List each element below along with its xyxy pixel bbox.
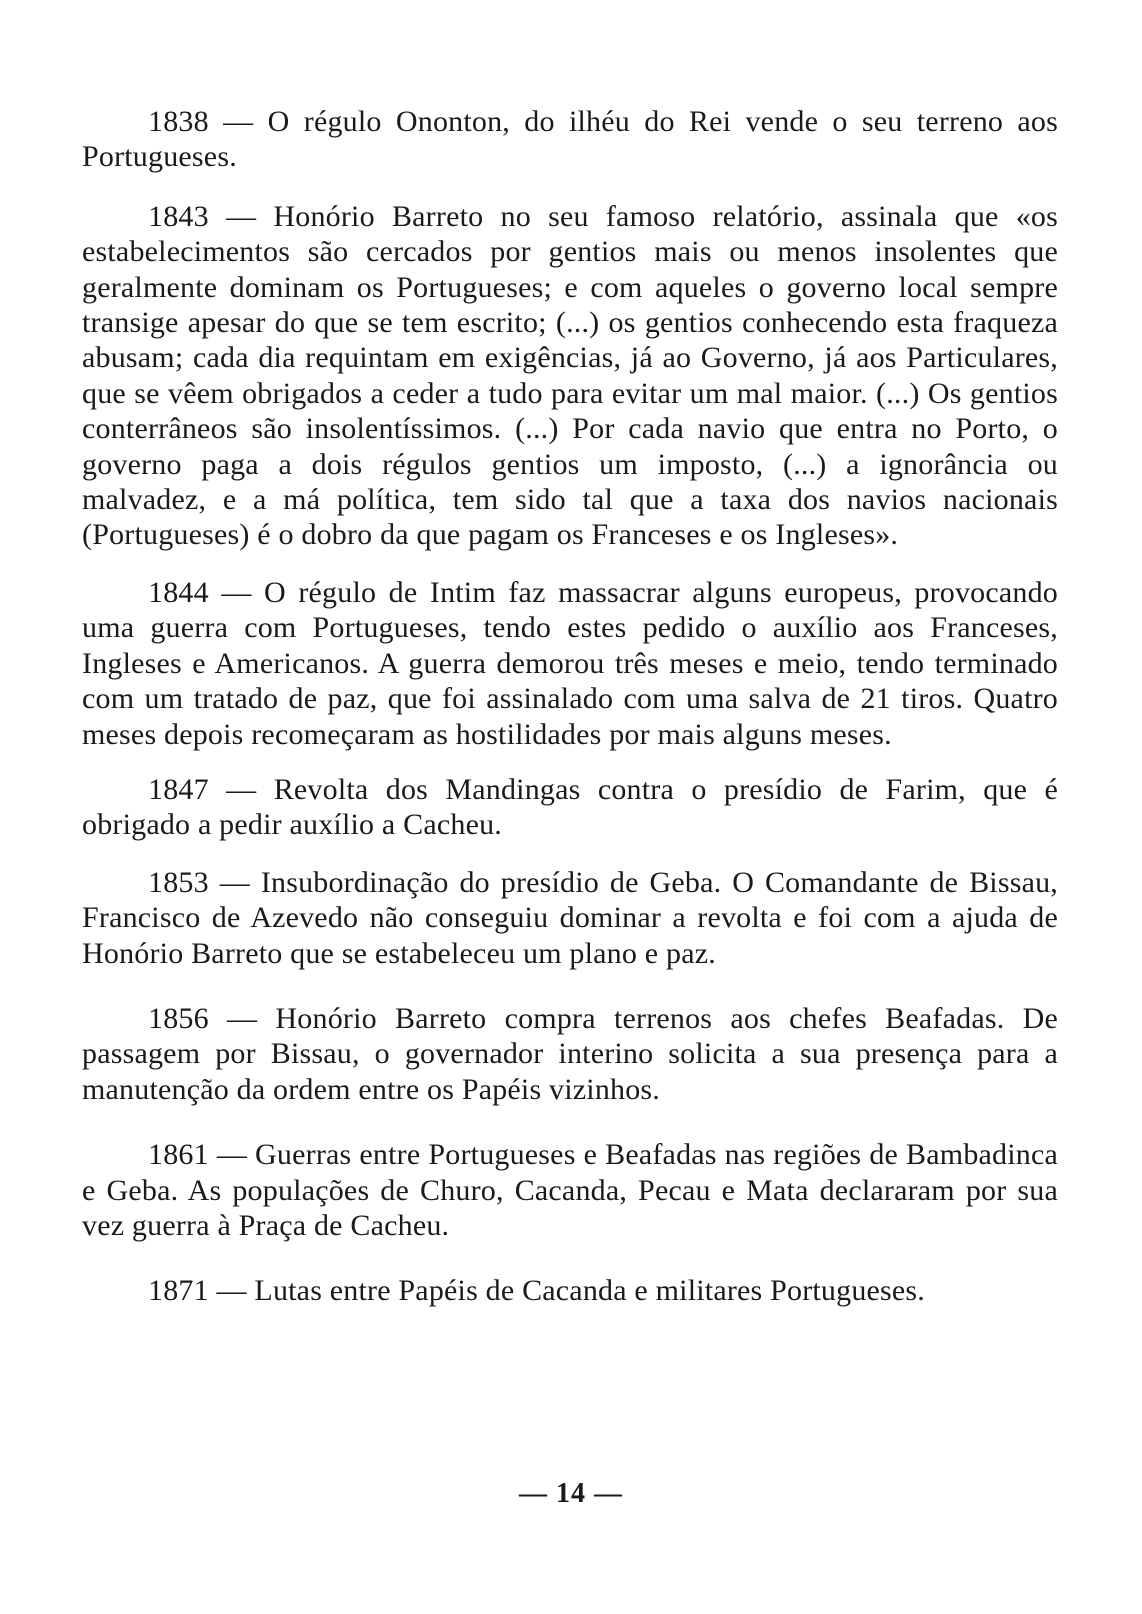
entry-year: 1844 [148, 575, 209, 609]
entry-year: 1861 [148, 1138, 209, 1172]
entry-year: 1843 [148, 199, 209, 233]
entry-text: — Honório Barreto compra terrenos aos chefes Beafadas. De passagem por Bissau, o governador interino solicita a sua presença para a manutenção da ordem entre os Papéis vizinhos. [82, 1001, 1059, 1106]
entry-1844 [82, 575, 1058, 752]
entry-text: — Insubordinação do presídio de Geba. O Comandante de Bissau, Francisco de Azevedo não conseguiu dominar a revolta e foi com a ajuda de Honório Barreto que se estabeleceu um plano e paz. [82, 865, 1059, 970]
entry-text: — Guerras entre Portugueses e Beafadas nas regiões de Bambadinca e Geba. As populações de Churo, Cacanda, Pecau e Mata declararam por sua vez guerra à Praça de Cacheu. [82, 1138, 1058, 1242]
entry-1871 [82, 1273, 1058, 1308]
entry-1847 [82, 772, 1058, 843]
entry-year: 1838 [148, 105, 209, 138]
entry-1838 [82, 104, 1058, 175]
entry-year: 1853 [148, 865, 209, 899]
entry-year: 1847 [148, 772, 209, 806]
page-number: — 14 — [519, 1478, 623, 1509]
entry-1853 [82, 865, 1058, 971]
entry-year: 1871 [148, 1274, 209, 1308]
entry-text: — O régulo Ononton, do ilhéu do Rei vende o seu terreno aos Portugueses. [82, 105, 1058, 174]
entry-year: 1856 [148, 1001, 209, 1035]
entry-text: — Honório Barreto no seu famoso relatório, assinala que «os estabelecimentos são cercados por gentios mais ou menos insolentes que geralmente dominam os Portugueses; e com aqueles o governo local sempre transige apesar do que se tem escrito; (...) os gentios conhecendo esta fraqueza abusam; cada dia requintam em exigências, já ao Governo, já aos Particulares, que se vêem obrigados a ceder a tudo para evitar um mal maior. (...) Os gentios conterrâneos são insolentíssimos. (...) Por cada navio que entra no Porto, o governo paga a dois régulos gentios um imposto, (...) a ignorância ou malvadez, e a má política, tem sido tal que a taxa dos navios nacionais (Portugueses) é o dobro da que pagam os Franceses e os Ingleses». [82, 199, 1058, 552]
entry-1861 [82, 1137, 1058, 1243]
entry-text: — O régulo de Intim faz massacrar alguns europeus, provocando uma guerra com Portugueses, tendo estes pedido o auxílio aos Franceses, Ingleses e Americanos. A guerra demorou três meses e meio, tendo terminado com um tratado de paz, que foi assinalado com uma salva de 21 tiros. Quatro meses depois recomeçaram as hostilidades por mais alguns meses. [82, 575, 1059, 751]
document-body [82, 104, 1058, 1309]
entry-1856 [82, 1001, 1058, 1107]
entry-1843 [82, 199, 1058, 553]
entry-text: — Lutas entre Papéis de Cacanda e militares Portugueses. [216, 1274, 926, 1308]
entry-text: — Revolta dos Mandingas contra o presídio de Farim, que é obrigado a pedir auxílio a Cacheu. [82, 772, 1058, 842]
